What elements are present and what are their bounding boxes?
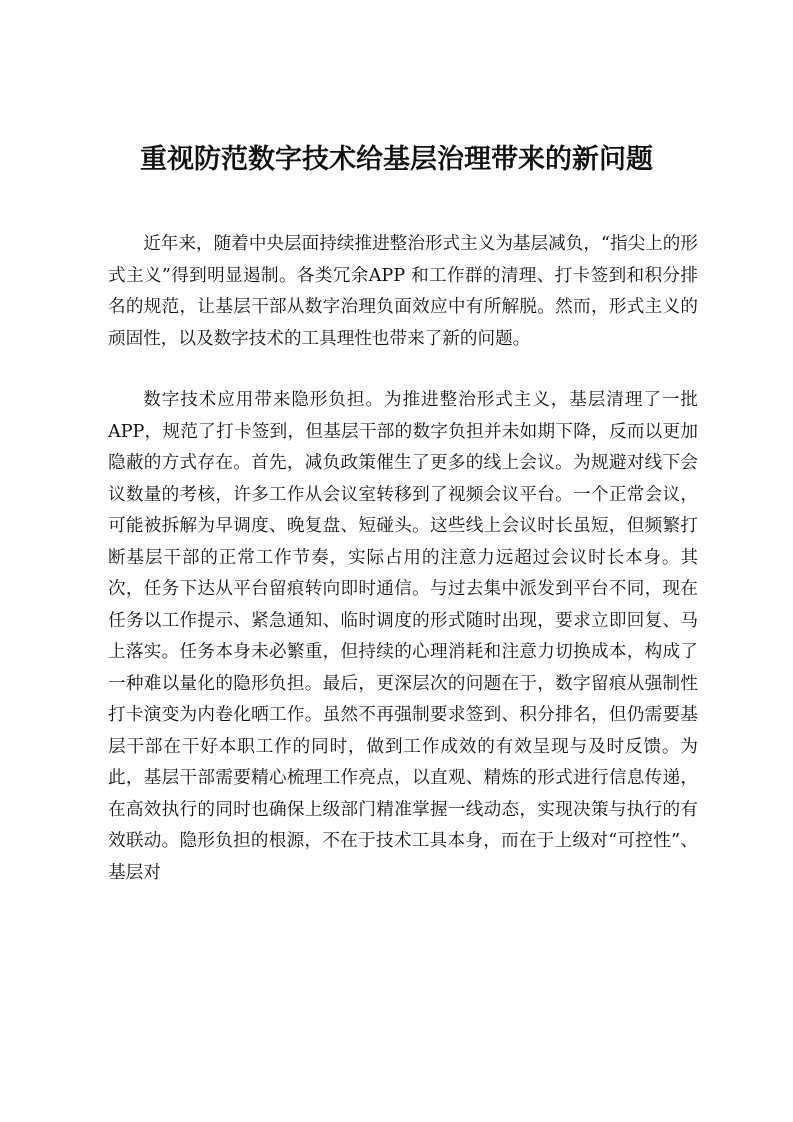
- paragraph-intro: 近年来，随着中央层面持续推进整治形式主义为基层减负，“指尖上的形式主义”得到明显遏制。各类冗余APP 和工作群的清理、打卡签到和积分排名的规范，让基层干部从数字治理负面效应中有所解脱。然而，形式主义的顽固性，以及数字技术的工具理性也带来了新的问题。: [108, 234, 698, 349]
- paragraph-hidden-burden: 数字技术应用带来隐形负担。为推进整治形式主义，基层清理了一批APP，规范了打卡签到，但基层干部的数字负担并未如期下降，反而以更加隐蔽的方式存在。首先，减负政策催生了更多的线上会议。为规避对线下会议数量的考核，许多工作从会议室转移到了视频会议平台。一个正常会议，可能被拆解为早调度、晚复盘、短碰头。这些线上会议时长虽短，但频繁打断基层干部的正常工作节奏，实际占用的注意力远超过会议时长本身。其次，任务下达从平台留痕转向即时通信。与过去集中派发到平台不同，现在任务以工作提示、紧急通知、临时调度的形式随时出现，要求立即回复、马上落实。任务本身未必繁重，但持续的心理消耗和注意力切换成本，构成了一种难以量化的隐形负担。最后，更深层次的问题在于，数字留痕从强制性打卡演变为内卷化晒工作。虽然不再强制要求签到、积分排名，但仍需要基层干部在干好本职工作的同时，做到工作成效的有效呈现与及时反馈。为此，基层干部需要精心梳理工作亮点，以直观、精炼的形式进行信息传递，在高效执行的同时也确保上级部门精准掌握一线动态，实现决策与执行的有效联动。隐形负担的根源，不在于技术工具本身，而在于上级对“可控性”、基层对: [108, 390, 698, 883]
- document-title: 重视防范数字技术给基层治理带来的新问题: [140, 144, 653, 175]
